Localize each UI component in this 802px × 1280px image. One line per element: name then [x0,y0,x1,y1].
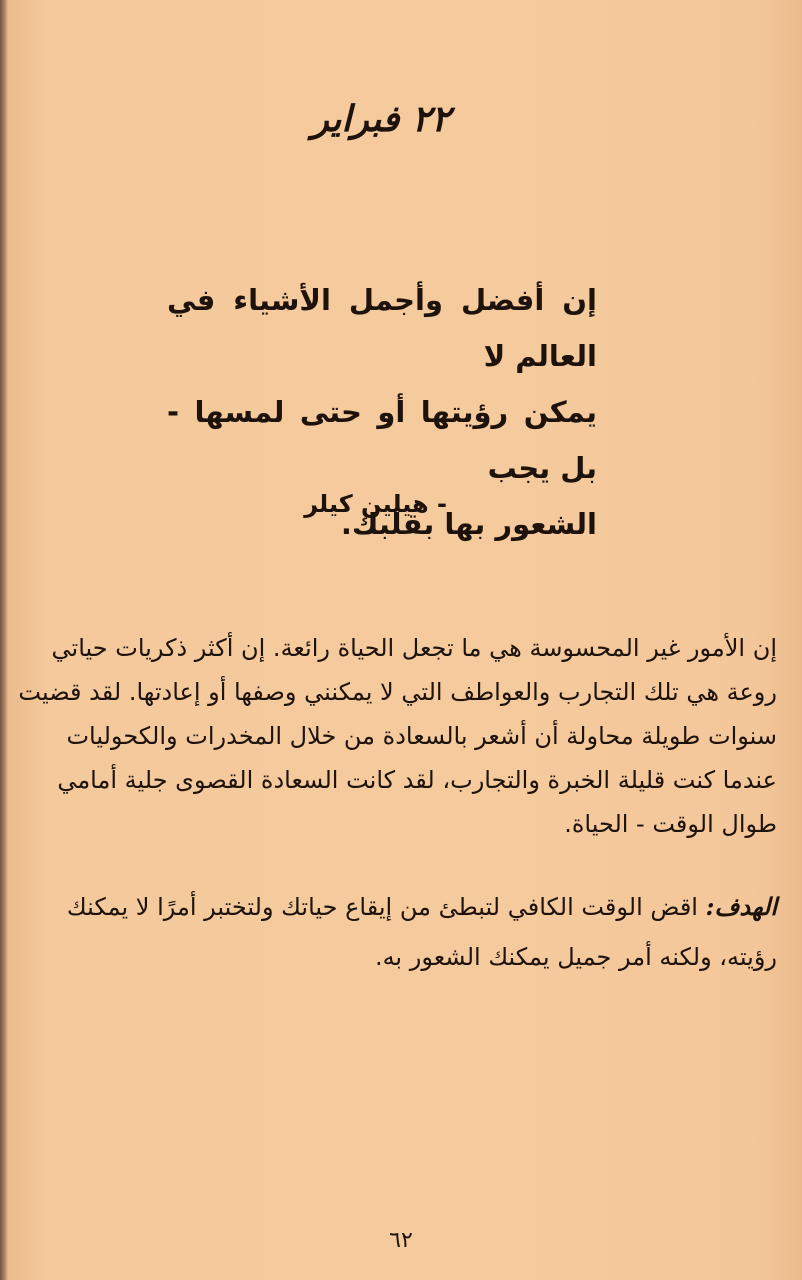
body-line: إن الأمور غير المحسوسة هي ما تجعل الحياة رائعة. إن أكثر ذكريات حياتي [51,634,777,662]
goal-line: اقض الوقت الكافي لتبطئ من إيقاع حياتك ولتختبر أمرًا لا يمكنك [66,893,698,921]
goal-line: رؤيته، ولكنه أمر جميل يمكنك الشعور به. [374,943,777,971]
quote-line: إن أفضل وأجمل الأشياء في العالم لا [167,283,597,373]
goal-paragraph [0,882,777,982]
body-line: روعة هي تلك التجارب والعواطف التي لا يمكنني وصفها أو إعادتها. لقد قضيت [18,678,777,706]
body-line: سنوات طويلة محاولة أن أشعر بالسعادة من خلال المخدرات والكحوليات [66,722,777,750]
quote-author: - هيلين كيلر [304,490,447,518]
body-line: عندما كنت قليلة الخبرة والتجارب، لقد كانت السعادة القصوى جلية أمامي [57,766,777,794]
body-line: طوال الوقت - الحياة. [564,810,777,838]
goal-label: الهدف: [705,892,777,921]
goal-first-line [0,882,777,932]
quote-line: الشعور بها بقلبك. [340,507,597,541]
body-paragraph [7,626,777,846]
page-number: ٦٢ [389,1228,413,1253]
page-date-title: ٢٢ فبراير [311,98,451,140]
quote-line: يمكن رؤيتها أو حتى لمسها - بل يجب [167,395,597,485]
